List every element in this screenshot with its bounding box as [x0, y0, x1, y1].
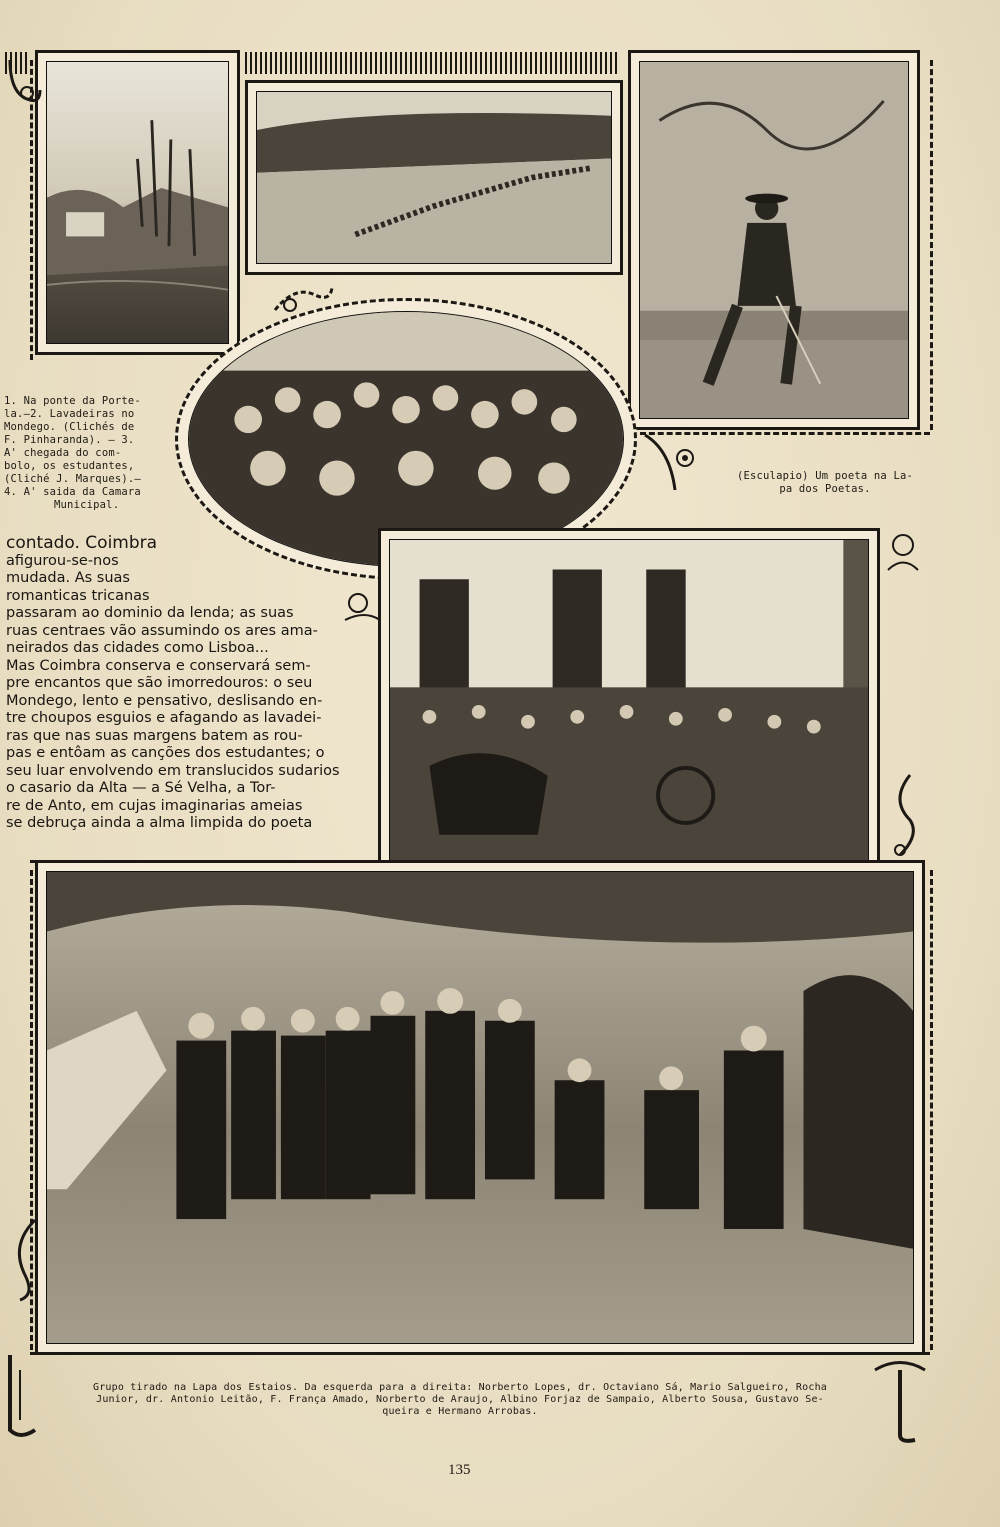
article-line: afigurou-se-nos — [6, 552, 119, 569]
article-line: neirados das cidades como Lisboa... — [6, 640, 269, 656]
caption-right-line: pa dos Poetas. — [779, 483, 871, 495]
ornament-camara-left-icon — [340, 585, 385, 625]
caption-left-line: A' chegada do com- — [4, 447, 122, 459]
ornament-camara-right-icon — [878, 520, 928, 580]
photo-ponte-da-portela-frame — [35, 50, 240, 355]
caption-bottom-line: Grupo tirado na Lapa dos Estaios. Da esquerda para a direita: Norberto Lopes, dr. Octaviano Sá, Mario Salgueiro, Rocha — [92, 1382, 828, 1393]
article-line: mudada. As suas — [6, 570, 130, 586]
article-line: seu luar envolvendo em translucidos sudarios — [6, 762, 340, 779]
rule-right-lower — [930, 870, 933, 1350]
ornament-top-left-icon — [5, 55, 45, 110]
ornament-bottom-left-icon — [0, 1350, 45, 1440]
photo-camara-municipal-frame — [378, 528, 880, 886]
photo-ponte-da-portela — [46, 61, 229, 344]
article-line: pas e entôam as canções dos estudantes; o — [6, 745, 325, 761]
rule-bottom — [30, 1352, 930, 1355]
article-line: o casario da Alta — a Sé Velha, a Tor- — [6, 780, 276, 796]
photo-camara-municipal — [389, 539, 869, 875]
header-stripe-band — [245, 52, 620, 74]
photo-lavadeiras-mondego — [256, 91, 612, 264]
page-number: 135 — [448, 1462, 471, 1478]
caption-bottom — [40, 1382, 880, 1418]
article-line: pre encantos que são imorredouros: o seu — [6, 675, 313, 691]
article-line: romanticas tricanas — [6, 587, 150, 604]
ornament-right-mid-icon — [640, 430, 710, 500]
caption-left-line: F. Pinharanda). — 3. — [4, 434, 135, 446]
ornament-lower-left-icon — [5, 1215, 45, 1305]
caption-left-line: Mondego. (Clichés de — [4, 421, 135, 433]
article-line: Mas Coimbra conserva e conservará sem- — [6, 657, 311, 674]
caption-right — [720, 470, 930, 496]
photo-poeta-lapa — [639, 61, 909, 419]
caption-left-line: Municipal. — [54, 499, 120, 511]
caption-right-line: (Esculapio) Um poeta na La- — [736, 470, 914, 482]
article-text — [6, 535, 346, 833]
rule-above-group — [30, 860, 380, 863]
caption-left-line: la.—2. Lavadeiras no — [4, 408, 135, 420]
article-line: ras que nas suas margens batem as rou- — [6, 727, 303, 744]
article-line: tre choupos esguios e afagando as lavadei- — [6, 710, 322, 726]
caption-left-line: bolo, os estudantes, — [4, 460, 135, 472]
caption-left-line: 1. Na ponte da Porte- — [4, 395, 141, 407]
article-line: se debruça ainda a alma limpida do poeta — [6, 815, 313, 831]
photo-grupo-lapa — [46, 871, 914, 1344]
photo-poeta-lapa-frame — [628, 50, 920, 430]
caption-left — [4, 395, 154, 512]
article-line: re de Anto, em cujas imaginarias ameias — [6, 797, 303, 814]
ornament-lower-right-icon — [880, 770, 925, 860]
photo-grupo-lapa-frame — [35, 860, 925, 1355]
article-line: ruas centraes vão assumindo os ares ama- — [6, 622, 318, 639]
article-line: passaram ao dominio da lenda; as suas — [6, 605, 294, 621]
caption-left-line: 4. A' saida da Camara — [4, 486, 141, 498]
caption-bottom-line: Junior, dr. Antonio Leitão, F. França Amado, Norberto de Araujo, Albino Forjaz de Sampaio, Alberto Sousa, Gustavo Se- — [96, 1394, 824, 1405]
rule-right-upper — [930, 60, 933, 430]
caption-bottom-line: queira e Hermano Arrobas. — [382, 1406, 538, 1417]
photo-lavadeiras-mondego-frame — [245, 80, 623, 275]
article-line: Mondego, lento e pensativo, deslisando en- — [6, 692, 323, 709]
article-line: contado. Coimbra — [6, 533, 158, 553]
caption-left-line: (Cliché J. Marques).— — [4, 473, 141, 485]
ornament-oval-top-icon — [270, 280, 340, 320]
